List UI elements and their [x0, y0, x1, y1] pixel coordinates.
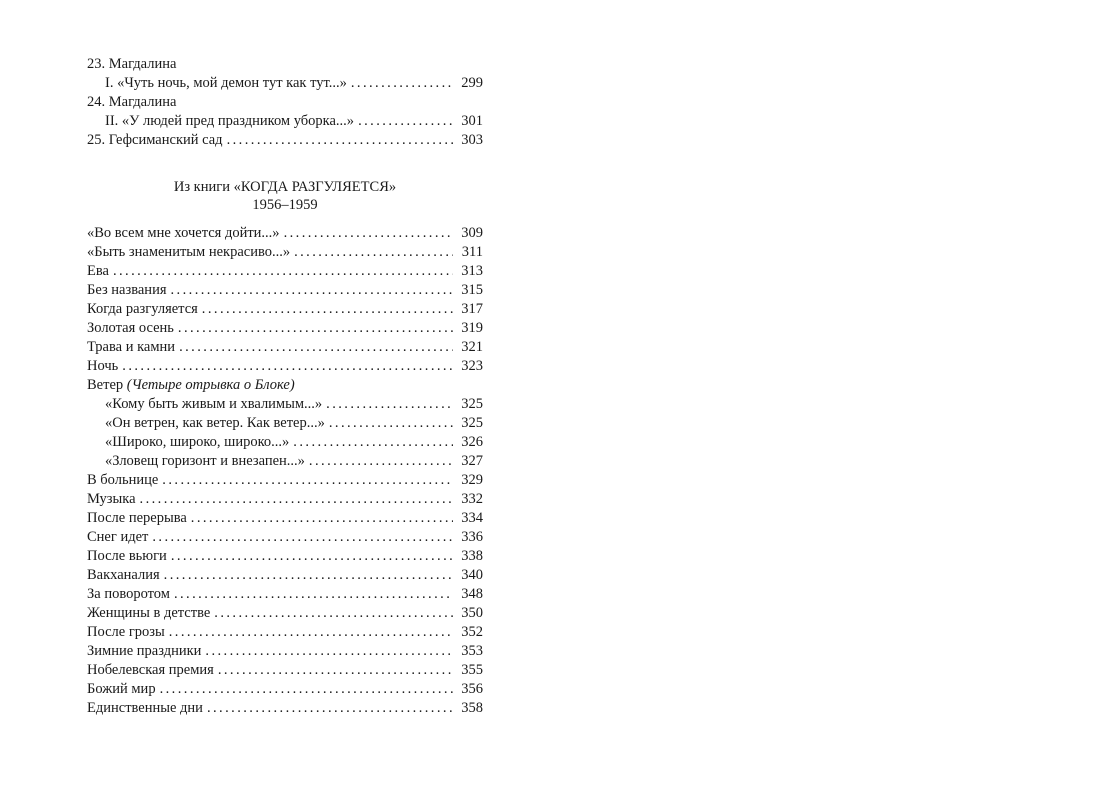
toc-entry	[87, 680, 483, 699]
page-number: 326	[461, 434, 483, 450]
toc-entry-title	[87, 642, 201, 661]
toc-entry-title-text: За поворотом	[87, 586, 170, 602]
page-number: 327	[461, 453, 483, 469]
dot-leader	[179, 338, 453, 357]
toc-entry-title	[105, 414, 325, 433]
toc-entry-title	[105, 395, 322, 414]
toc-entry-title	[87, 528, 148, 547]
toc-section-list	[87, 224, 483, 718]
toc-entry-title-text: Без названия	[87, 282, 167, 298]
toc-entry-title-text: «Зловещ горизонт и внезапен...»	[105, 453, 305, 469]
page-number: 319	[461, 320, 483, 336]
dot-leader	[178, 319, 453, 338]
toc-entry-title-text: «Широко, широко, широко...»	[105, 434, 290, 450]
toc-entry-title	[87, 243, 290, 262]
toc-entry	[87, 300, 483, 319]
toc-entry-title-text: II. «У людей пред праздником уборка...»	[105, 113, 355, 129]
dot-leader	[122, 357, 453, 376]
page-number: 299	[461, 75, 483, 91]
toc-entry-title-text: «Быть знаменитым некрасиво...»	[87, 244, 291, 260]
toc-entry-title	[105, 433, 289, 452]
toc-entry-title	[87, 566, 160, 585]
toc-entry	[87, 224, 483, 243]
dot-leader	[113, 262, 453, 281]
toc-entry-title-text: После вьюги	[87, 548, 167, 564]
dot-leader	[294, 243, 453, 262]
toc-entry-title-text: «Он ветрен, как ветер. Как ветер...»	[105, 415, 325, 431]
toc-entry	[87, 566, 483, 585]
toc-entry-title	[87, 680, 156, 699]
dot-leader	[202, 300, 453, 319]
page-number: 303	[461, 132, 483, 148]
dot-leader	[284, 224, 453, 243]
toc-entry-title-text: «Во всем мне хочется дойти...»	[87, 225, 280, 241]
toc-entry	[87, 699, 483, 718]
page-number: 338	[461, 548, 483, 564]
toc-entry	[87, 414, 483, 433]
toc-entry	[87, 395, 483, 414]
toc-entry-title	[87, 471, 158, 490]
toc-entry	[87, 243, 483, 262]
toc-entry-title-text: Ветер	[87, 377, 124, 393]
toc-entry-title	[87, 585, 170, 604]
dot-leader	[309, 452, 453, 471]
toc-entry-title	[87, 300, 198, 319]
dot-leader	[191, 509, 453, 528]
toc-entry-title-text: После перерыва	[87, 510, 187, 526]
toc-entry-title-text: 24. Магдалина	[87, 94, 177, 110]
section-heading: Из книги «КОГДА РАЗГУЛЯЕТСЯ»	[173, 179, 397, 195]
toc-entry-title	[105, 452, 305, 471]
page-number: 309	[461, 225, 483, 241]
toc-entry-title-text: Золотая осень	[87, 320, 174, 336]
dot-leader	[171, 281, 454, 300]
toc-entry-title-text: Единственные дни	[87, 700, 203, 716]
toc-entry-title	[87, 319, 174, 338]
dot-leader	[326, 395, 453, 414]
toc-entry	[87, 281, 483, 300]
page-number: 323	[461, 358, 483, 374]
toc-entry-title	[87, 623, 165, 642]
toc-entry	[87, 452, 483, 471]
toc-entry-title-text: Ева	[87, 263, 109, 279]
page-number: 329	[461, 472, 483, 488]
dot-leader	[358, 112, 453, 131]
dot-leader	[171, 547, 453, 566]
toc-entry-title	[105, 112, 354, 131]
toc-entry-title-text: Ночь	[87, 358, 119, 374]
page-number: 334	[461, 510, 483, 526]
toc-entry	[87, 604, 483, 623]
toc-entry	[87, 642, 483, 661]
dot-leader	[293, 433, 453, 452]
dot-leader	[218, 661, 453, 680]
page-number: 350	[461, 605, 483, 621]
page-number: 358	[461, 700, 483, 716]
toc-entry-title	[87, 699, 203, 718]
toc-entry	[87, 661, 483, 680]
toc-group-heading	[87, 93, 483, 112]
page-number: 332	[461, 491, 483, 507]
toc-entry-title-text: Зимние праздники	[87, 643, 202, 659]
toc-entry-title-text: В больнице	[87, 472, 159, 488]
toc-entry	[87, 490, 483, 509]
page-number: 321	[461, 339, 483, 355]
toc-entry-title	[87, 338, 175, 357]
dot-leader	[351, 74, 453, 93]
toc-entry	[87, 547, 483, 566]
dot-leader	[329, 414, 453, 433]
toc-entry-title	[87, 224, 280, 243]
toc-entry-title-text: Когда разгуляется	[87, 301, 198, 317]
page-number: 348	[461, 586, 483, 602]
toc-entry	[87, 433, 483, 452]
toc-entry	[87, 74, 483, 93]
toc-entry-title-text: 25. Гефсиманский сад	[87, 132, 223, 148]
toc-entry-subtitle: (Четыре отрывка о Блоке)	[126, 377, 295, 393]
toc-entry-title-text: Нобелевская премия	[87, 662, 214, 678]
toc-entry-title	[105, 74, 347, 93]
page-number: 325	[461, 396, 483, 412]
page-number: 352	[461, 624, 483, 640]
toc-entry-title-text: Снег идет	[87, 529, 149, 545]
toc-entry-title-text: Вакханалия	[87, 567, 160, 583]
toc-entry-title-text: После грозы	[87, 624, 165, 640]
toc-entry	[87, 528, 483, 547]
toc-entry	[87, 131, 483, 150]
toc-group-heading	[87, 55, 483, 74]
section-years: 1956–1959	[252, 197, 318, 213]
toc-entry	[87, 338, 483, 357]
toc-entry	[87, 623, 483, 642]
toc-entry-title	[87, 262, 109, 281]
page-number: 317	[461, 301, 483, 317]
toc-entry-title-text: 23. Магдалина	[87, 56, 177, 72]
toc-entry	[87, 471, 483, 490]
toc-entry	[87, 319, 483, 338]
dot-leader	[152, 528, 453, 547]
page-number: 325	[461, 415, 483, 431]
toc-entry-title	[87, 281, 167, 300]
toc-entry-title	[87, 547, 167, 566]
dot-leader	[162, 471, 453, 490]
dot-leader	[164, 566, 453, 585]
toc-entry-title	[87, 55, 176, 74]
toc-entry-title-text: «Кому быть живым и хвалимым...»	[105, 396, 323, 412]
dot-leader	[207, 699, 453, 718]
page-number: 313	[461, 263, 483, 279]
page-number: 356	[461, 681, 483, 697]
dot-leader	[214, 604, 453, 623]
page-number: 340	[461, 567, 483, 583]
dot-leader	[205, 642, 453, 661]
page-number: 355	[461, 662, 483, 678]
toc-entry-title	[87, 357, 118, 376]
toc-entry-title-text: Женщины в детстве	[87, 605, 211, 621]
page-number: 311	[461, 244, 483, 260]
dot-leader	[140, 490, 453, 509]
toc-entry-title	[87, 661, 214, 680]
toc-entry-title	[87, 490, 136, 509]
toc-entry-title	[87, 604, 210, 623]
toc-entry-title	[87, 131, 223, 150]
toc-top-list	[87, 55, 483, 150]
page-number: 353	[461, 643, 483, 659]
toc-entry-title	[87, 509, 187, 528]
toc-entry-title-text: Божий мир	[87, 681, 156, 697]
toc-entry-title-text: I. «Чуть ночь, мой демон тут как тут...»	[105, 75, 347, 91]
toc-entry-title	[87, 93, 176, 112]
toc-entry	[87, 585, 483, 604]
toc-group-heading	[87, 376, 483, 395]
dot-leader	[160, 680, 453, 699]
toc-entry	[87, 112, 483, 131]
dot-leader	[169, 623, 453, 642]
dot-leader	[227, 131, 453, 150]
toc-entry-title	[87, 376, 295, 395]
page-number: 301	[461, 113, 483, 129]
toc-entry-title-text: Трава и камни	[87, 339, 176, 355]
page-number: 336	[461, 529, 483, 545]
page-number: 315	[461, 282, 483, 298]
table-of-contents	[87, 55, 483, 718]
dot-leader	[174, 585, 453, 604]
toc-entry	[87, 357, 483, 376]
toc-entry	[87, 509, 483, 528]
toc-entry	[87, 262, 483, 281]
toc-entry-title-text: Музыка	[87, 491, 136, 507]
